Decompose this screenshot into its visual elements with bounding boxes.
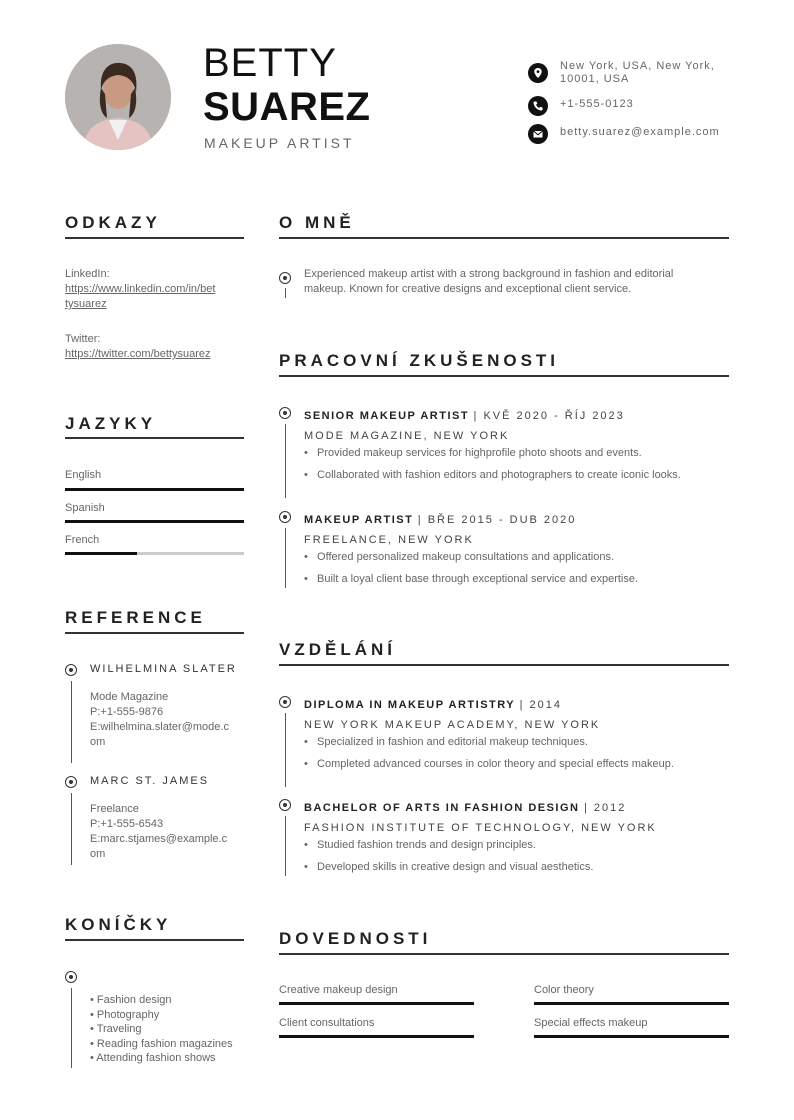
timeline-line xyxy=(285,424,286,498)
skills-title: DOVEDNOSTI xyxy=(279,929,432,948)
hobby-item: • Reading fashion magazines xyxy=(90,1037,233,1050)
location-pin-icon xyxy=(528,63,548,83)
timeline-dot-icon xyxy=(279,511,291,523)
reference-phone: P:+1-555-6543 xyxy=(90,818,164,830)
skill-name: Color theory xyxy=(534,984,594,996)
experience-title: PRACOVNÍ ZKUŠENOSTI xyxy=(279,351,560,370)
about-title: O MNĚ xyxy=(279,213,355,232)
hobby-item: • Photography xyxy=(90,1008,160,1021)
reference-details xyxy=(90,802,250,862)
hobbies-rule xyxy=(65,939,244,941)
education-bullet: • Developed skills in creative design and visual aesthetics. xyxy=(304,861,594,873)
profile-photo xyxy=(65,44,171,150)
experience-rule xyxy=(279,375,729,377)
last-name: SUAREZ xyxy=(203,85,371,129)
language-name: English xyxy=(65,469,102,481)
education-bullet: • Completed advanced courses in color theory and special effects makeup. xyxy=(304,758,674,770)
school-name: FASHION INSTITUTE OF TECHNOLOGY, NEW YORK xyxy=(304,822,657,834)
reference-phone: P:+1-555-9876 xyxy=(90,706,164,718)
skill-bar xyxy=(534,1002,729,1005)
education-bullet-text: Developed skills in creative design and visual aesthetics. xyxy=(317,861,594,873)
reference-email: E:wilhelmina.slater@mode.c xyxy=(90,721,229,733)
timeline-line xyxy=(71,988,72,1068)
hobbies-title: KONÍČKY xyxy=(65,915,172,934)
job-bullet: • Built a loyal client base through exceptional service and expertise. xyxy=(304,573,639,585)
skills-rule xyxy=(279,953,729,955)
job-header xyxy=(304,510,576,528)
twitter-label: Twitter: xyxy=(65,333,101,345)
education-title: VZDĚLÁNÍ xyxy=(279,640,396,659)
about-line: Experienced makeup artist with a strong background in fashion and editorial xyxy=(304,268,674,280)
job-role: MAKEUP ARTIST xyxy=(204,135,355,151)
education-header xyxy=(304,695,562,713)
language-bar-english xyxy=(65,488,244,491)
phone-icon xyxy=(528,96,548,116)
references-rule xyxy=(65,632,244,634)
timeline-dot-icon xyxy=(279,696,291,708)
timeline-line xyxy=(71,793,72,865)
job-bullet-text: Provided makeup services for highprofile photo shoots and events. xyxy=(317,447,642,459)
job-date: | BŘE 2015 - DUB 2020 xyxy=(417,514,577,526)
linkedin-label: LinkedIn: xyxy=(65,268,110,280)
first-name: BETTY xyxy=(203,41,337,85)
about-text xyxy=(304,267,734,297)
job-bullet: • Offered personalized makeup consultations and applications. xyxy=(304,551,615,563)
envelope-icon xyxy=(528,124,548,144)
links-title: ODKAZY xyxy=(65,213,161,232)
education-bullet: • Specialized in fashion and editorial makeup techniques. xyxy=(304,736,588,748)
job-bullet-text: Collaborated with fashion editors and photographers to create iconic looks. xyxy=(317,469,681,481)
linkedin-entry xyxy=(65,267,247,312)
job-organization: MODE MAGAZINE, NEW YORK xyxy=(304,430,510,442)
hobby-item: • Traveling xyxy=(90,1023,142,1036)
language-level-fill xyxy=(65,488,244,491)
language-level-fill xyxy=(65,520,244,523)
reference-name: MARC ST. JAMES xyxy=(90,775,210,787)
about-line: makeup. Known for creative designs and exceptional client service. xyxy=(304,283,632,295)
skill-level-fill xyxy=(279,1002,474,1005)
hobby-item: • Fashion design xyxy=(90,994,172,1006)
school-name: NEW YORK MAKEUP ACADEMY, NEW YORK xyxy=(304,719,601,731)
education-bullet-text: Completed advanced courses in color theory and special effects makeup. xyxy=(317,758,674,770)
degree-date: | 2014 xyxy=(519,699,562,711)
timeline-dot-icon xyxy=(279,799,291,811)
reference-company: Freelance xyxy=(90,803,139,815)
twitter-entry xyxy=(65,332,247,362)
languages-title: JAZYKY xyxy=(65,414,157,433)
timeline-dot-icon xyxy=(279,272,291,284)
reference-name: WILHELMINA SLATER xyxy=(90,663,237,675)
phone-number: +1-555-0123 xyxy=(560,98,634,110)
timeline-dot-icon xyxy=(65,664,77,676)
address-line-1: New York, USA, New York, xyxy=(560,60,715,72)
skill-bar xyxy=(534,1035,729,1038)
languages-rule xyxy=(65,437,244,439)
timeline-line xyxy=(285,816,286,876)
skill-name: Client consultations xyxy=(279,1017,375,1029)
linkedin-link-cont[interactable]: tysuarez xyxy=(65,298,107,310)
reference-company: Mode Magazine xyxy=(90,691,169,703)
skill-bar xyxy=(279,1002,474,1005)
email-address: betty.suarez@example.com xyxy=(560,126,720,138)
job-title: SENIOR MAKEUP ARTIST xyxy=(304,410,470,422)
timeline-line xyxy=(285,713,286,787)
job-title: MAKEUP ARTIST xyxy=(304,514,414,526)
hobby-item: • Attending fashion shows xyxy=(90,1052,216,1065)
timeline-dot-icon xyxy=(65,971,77,983)
education-header xyxy=(304,798,626,816)
reference-email-cont: om xyxy=(90,736,106,748)
twitter-link[interactable]: https://twitter.com/bettysuarez xyxy=(65,348,211,360)
timeline-line xyxy=(285,288,286,298)
skill-bar xyxy=(279,1035,474,1038)
job-bullet-text: Built a loyal client base through exceptional service and expertise. xyxy=(317,573,639,585)
education-bullet-text: Studied fashion trends and design principles. xyxy=(317,839,536,851)
timeline-line xyxy=(71,681,72,763)
degree-date: | 2012 xyxy=(583,802,627,814)
skill-name: Creative makeup design xyxy=(279,984,398,996)
job-header xyxy=(304,406,625,424)
avatar xyxy=(65,44,171,150)
reference-details xyxy=(90,690,250,750)
links-rule xyxy=(65,237,244,239)
job-bullet-text: Offered personalized makeup consultations and applications. xyxy=(317,551,615,563)
timeline-line xyxy=(285,528,286,588)
job-bullet: • Collaborated with fashion editors and photographers to create iconic looks. xyxy=(304,469,681,481)
skill-level-fill xyxy=(534,1002,729,1005)
hobbies-list xyxy=(90,993,233,1066)
linkedin-link[interactable]: https://www.linkedin.com/in/bet xyxy=(65,283,216,295)
timeline-dot-icon xyxy=(279,407,291,419)
about-rule xyxy=(279,237,729,239)
address xyxy=(560,60,715,86)
language-name: Spanish xyxy=(65,502,105,514)
education-bullet-text: Specialized in fashion and editorial makeup techniques. xyxy=(317,736,588,748)
skill-level-fill xyxy=(279,1035,474,1038)
references-title: REFERENCE xyxy=(65,608,206,627)
language-bar-spanish xyxy=(65,520,244,523)
timeline-dot-icon xyxy=(65,776,77,788)
job-date: | KVĚ 2020 - ŘÍJ 2023 xyxy=(473,410,625,422)
job-organization: FREELANCE, NEW YORK xyxy=(304,534,474,546)
degree-title: DIPLOMA IN MAKEUP ARTISTRY xyxy=(304,699,516,711)
language-level-fill xyxy=(65,552,137,555)
language-bar-french xyxy=(65,552,244,555)
degree-title: BACHELOR OF ARTS IN FASHION DESIGN xyxy=(304,802,580,814)
education-bullet: • Studied fashion trends and design principles. xyxy=(304,839,536,851)
reference-email: E:marc.stjames@example.c xyxy=(90,833,228,845)
education-rule xyxy=(279,664,729,666)
reference-email-cont: om xyxy=(90,848,106,860)
job-bullet: • Provided makeup services for highprofile photo shoots and events. xyxy=(304,447,642,459)
language-name: French xyxy=(65,534,100,546)
address-line-2: 10001, USA xyxy=(560,73,630,85)
skill-level-fill xyxy=(534,1035,729,1038)
skill-name: Special effects makeup xyxy=(534,1017,648,1029)
